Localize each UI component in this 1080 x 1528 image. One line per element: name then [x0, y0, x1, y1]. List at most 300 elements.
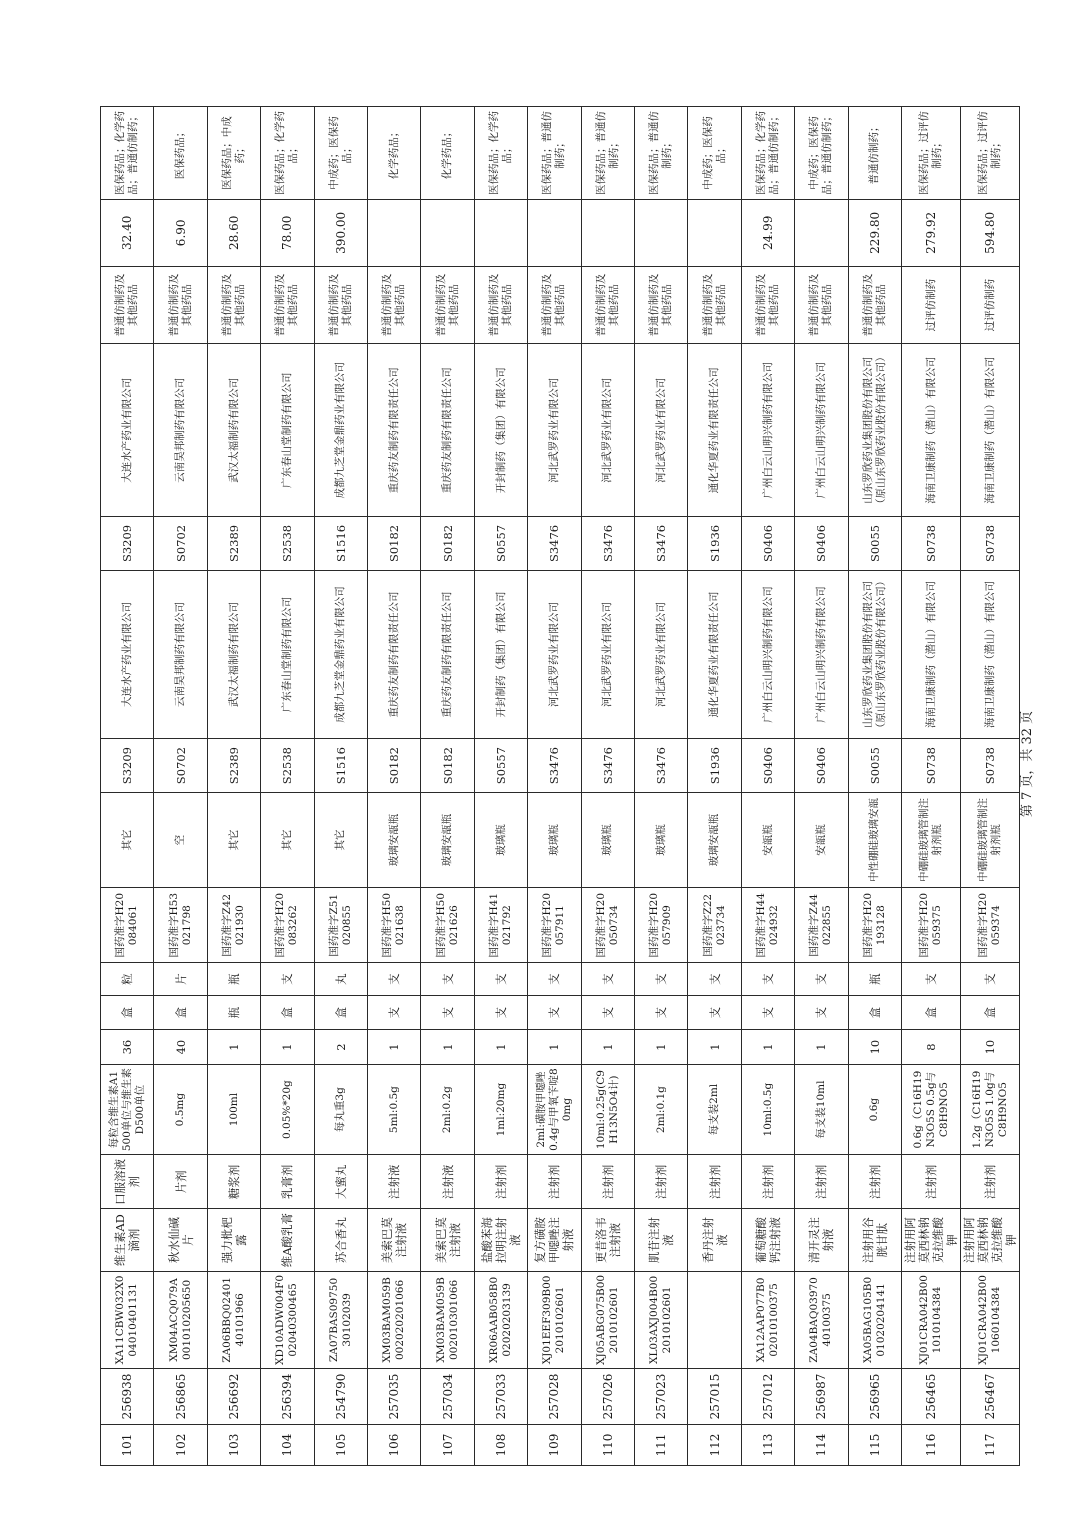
cell-producer-code: S0182 — [368, 516, 421, 570]
cell-drug-name: 更昔洛韦注射液 — [581, 1209, 634, 1272]
cell-producer-code: S0182 — [421, 516, 474, 570]
cell-packaging-material: 玻璃瓶 — [635, 793, 688, 888]
cell-tags: 医保药品；普通仿制药； — [581, 107, 634, 200]
cell-price: 279.92 — [902, 199, 961, 266]
cell-packaging-material: 其它 — [101, 793, 154, 888]
cell-category: 过评仿制药 — [902, 266, 961, 344]
cell-package-unit: 支 — [421, 995, 474, 1030]
cell-id: 257012 — [741, 1368, 794, 1424]
cell-package-qty: 36 — [101, 1030, 154, 1065]
cell-producer-code: S3476 — [635, 516, 688, 570]
cell-specification: 100ml — [207, 1064, 260, 1155]
cell-drug-name: 盐酸苯海拉明注射液 — [474, 1209, 527, 1272]
cell-company-code: S3476 — [581, 739, 634, 793]
cell-company-name: 重庆药友制药有限责任公司 — [368, 570, 421, 738]
cell-dosage-form: 大蜜丸 — [314, 1155, 367, 1209]
cell-package-qty: 1 — [635, 1030, 688, 1065]
cell-package-qty: 8 — [902, 1030, 961, 1065]
cell-category: 普通仿制药及其他药品 — [421, 266, 474, 344]
cell-company-name: 河北武罗药业有限公司 — [528, 570, 581, 738]
cell-tags: 医保药品；过评仿制药； — [961, 107, 1020, 200]
cell-producer-name: 山东罗欣药业集团股份有限公司（原山东罗欣药业股份有限公司） — [848, 344, 901, 517]
cell-price — [795, 199, 848, 266]
cell-producer-name: 成都九芝堂金鼎药业有限公司 — [314, 344, 367, 517]
cell-category: 普通仿制药及其他药品 — [474, 266, 527, 344]
cell-approval-number: 国药准字H53021798 — [154, 887, 207, 963]
cell-drug-name: 注射用阿莫西林钠克拉维酸钾 — [961, 1209, 1020, 1272]
cell-min-unit: 粒 — [101, 963, 154, 995]
cell-specification: 0.6g（C16H19N3O5S 0.5g与C8H9NO5 — [902, 1064, 961, 1155]
cell-tags: 医保药品；化学药品；普通仿制药； — [101, 107, 154, 200]
cell-packaging-material: 玻璃瓶 — [474, 793, 527, 888]
cell-category: 普通仿制药及其他药品 — [581, 266, 634, 344]
cell-code — [688, 1271, 741, 1368]
cell-specification: 0.5mg — [154, 1064, 207, 1155]
table-row — [368, 107, 421, 1466]
cell-category: 普通仿制药及其他药品 — [261, 266, 314, 344]
cell-min-unit: 支 — [368, 963, 421, 995]
cell-company-code: S0557 — [474, 739, 527, 793]
cell-package-qty: 40 — [154, 1030, 207, 1065]
cell-packaging-material: 玻璃瓶 — [528, 793, 581, 888]
cell-drug-name: 香丹注射液 — [688, 1209, 741, 1272]
cell-specification: 10ml:0.25g(C9H13N5O4计) — [581, 1064, 634, 1155]
cell-category: 普通仿制药及其他药品 — [688, 266, 741, 344]
table-row — [902, 107, 961, 1466]
table-row — [795, 107, 848, 1466]
cell-price: 24.99 — [741, 199, 794, 266]
cell-approval-number: 国药准字H20193128 — [848, 887, 901, 963]
cell-dosage-form: 注射液 — [368, 1155, 421, 1209]
cell-row-number: 104 — [261, 1425, 314, 1466]
cell-company-name: 海南卫康制药（潜山）有限公司 — [902, 570, 961, 738]
cell-min-unit: 支 — [421, 963, 474, 995]
cell-min-unit: 支 — [741, 963, 794, 995]
cell-price — [474, 199, 527, 266]
cell-drug-name: 清开灵注射液 — [795, 1209, 848, 1272]
cell-price — [528, 199, 581, 266]
cell-id: 257015 — [688, 1368, 741, 1424]
cell-min-unit: 支 — [961, 963, 1020, 995]
table-row — [961, 107, 1020, 1466]
cell-dosage-form: 注射剂 — [741, 1155, 794, 1209]
cell-company-code: S0702 — [154, 739, 207, 793]
cell-approval-number: 国药准字H20083262 — [261, 887, 314, 963]
cell-company-code: S2389 — [207, 739, 260, 793]
cell-code: XJ05ABG075B002010102601 — [581, 1271, 634, 1368]
cell-specification: 每支装10ml — [795, 1064, 848, 1155]
cell-row-number: 101 — [101, 1425, 154, 1466]
table-row — [528, 107, 581, 1466]
cell-producer-code: S0055 — [848, 516, 901, 570]
cell-producer-name: 广东春山堂制药有限公司 — [261, 344, 314, 517]
cell-package-unit: 盒 — [848, 995, 901, 1030]
cell-category: 普通仿制药及其他药品 — [101, 266, 154, 344]
cell-min-unit: 片 — [154, 963, 207, 995]
cell-company-code: S1936 — [688, 739, 741, 793]
cell-company-name: 海南卫康制药（潜山）有限公司 — [961, 570, 1020, 738]
cell-producer-name: 广州白云山明兴制药有限公司 — [741, 344, 794, 517]
cell-company-code: S0182 — [368, 739, 421, 793]
cell-package-qty: 2 — [314, 1030, 367, 1065]
cell-package-qty: 1 — [207, 1030, 260, 1065]
cell-price: 594.80 — [961, 199, 1020, 266]
cell-price — [368, 199, 421, 266]
cell-approval-number: 国药准字H41021792 — [474, 887, 527, 963]
cell-tags: 中成药；医保药品； — [688, 107, 741, 200]
cell-dosage-form: 注射剂 — [961, 1155, 1020, 1209]
cell-code: XD10ADW004F002040300465 — [261, 1271, 314, 1368]
cell-id: 256865 — [154, 1368, 207, 1424]
cell-package-qty: 1 — [795, 1030, 848, 1065]
cell-package-qty: 1 — [741, 1030, 794, 1065]
cell-dosage-form: 注射剂 — [848, 1155, 901, 1209]
drug-list-table — [100, 106, 1020, 1466]
cell-producer-code: S0738 — [902, 516, 961, 570]
cell-packaging-material: 玻璃安瓿瓶 — [421, 793, 474, 888]
cell-id: 256467 — [961, 1368, 1020, 1424]
cell-min-unit: 丸 — [314, 963, 367, 995]
cell-approval-number: 国药准字H44024932 — [741, 887, 794, 963]
cell-approval-number: 国药准字H50021638 — [368, 887, 421, 963]
cell-price: 78.00 — [261, 199, 314, 266]
cell-producer-code: S3209 — [101, 516, 154, 570]
cell-id: 254790 — [314, 1368, 367, 1424]
cell-drug-name: 强力枇杷露 — [207, 1209, 260, 1272]
cell-id: 257033 — [474, 1368, 527, 1424]
cell-category: 普通仿制药及其他药品 — [154, 266, 207, 344]
cell-package-unit: 支 — [368, 995, 421, 1030]
cell-package-unit: 瓶 — [207, 995, 260, 1030]
cell-row-number: 115 — [848, 1425, 901, 1466]
cell-price — [581, 199, 634, 266]
cell-package-unit: 盒 — [261, 995, 314, 1030]
table-row — [261, 107, 314, 1466]
cell-dosage-form: 糖浆剂 — [207, 1155, 260, 1209]
cell-tags: 化学药品； — [421, 107, 474, 200]
cell-producer-name: 海南卫康制药（潜山）有限公司 — [961, 344, 1020, 517]
cell-packaging-material: 中硼硅玻璃管制注射剂瓶 — [902, 793, 961, 888]
cell-producer-code: S0406 — [741, 516, 794, 570]
cell-code: ZA07BAS0975030102039 — [314, 1271, 367, 1368]
cell-package-unit: 盒 — [154, 995, 207, 1030]
cell-company-code: S0055 — [848, 739, 901, 793]
cell-tags: 化学药品； — [368, 107, 421, 200]
cell-row-number: 106 — [368, 1425, 421, 1466]
cell-specification: 5ml:0.5g — [368, 1064, 421, 1155]
cell-row-number: 105 — [314, 1425, 367, 1466]
table-body — [101, 107, 1020, 1466]
cell-row-number: 112 — [688, 1425, 741, 1466]
cell-specification: 每支装2ml — [688, 1064, 741, 1155]
cell-category: 过评仿制药 — [961, 266, 1020, 344]
cell-id: 256938 — [101, 1368, 154, 1424]
cell-packaging-material: 玻璃安瓿瓶 — [368, 793, 421, 888]
cell-code: XJ01CRA042B001060104384 — [961, 1271, 1020, 1368]
cell-producer-code: S1516 — [314, 516, 367, 570]
cell-tags: 医保药品；化学药品； — [261, 107, 314, 200]
cell-package-qty: 1 — [581, 1030, 634, 1065]
table-row — [474, 107, 527, 1466]
cell-approval-number: 国药准字H20050734 — [581, 887, 634, 963]
cell-category: 普通仿制药及其他药品 — [528, 266, 581, 344]
cell-specification: 1ml:20mg — [474, 1064, 527, 1155]
cell-dosage-form: 注射液 — [421, 1155, 474, 1209]
cell-specification: 每丸重3g — [314, 1064, 367, 1155]
cell-producer-code: S2389 — [207, 516, 260, 570]
cell-min-unit: 支 — [795, 963, 848, 995]
cell-package-unit: 盒 — [101, 995, 154, 1030]
cell-code: XA05BAG105B001020204141 — [848, 1271, 901, 1368]
cell-package-unit: 盒 — [314, 995, 367, 1030]
cell-specification: 1.2g（C16H19N3O5S 1.0g与C8H9NO5 — [961, 1064, 1020, 1155]
cell-min-unit: 支 — [581, 963, 634, 995]
cell-approval-number: 国药准字H20057909 — [635, 887, 688, 963]
cell-id: 257026 — [581, 1368, 634, 1424]
cell-producer-name: 通化华夏药业有限责任公司 — [688, 344, 741, 517]
cell-category: 普通仿制药及其他药品 — [741, 266, 794, 344]
cell-package-unit: 支 — [795, 995, 848, 1030]
cell-id: 256465 — [902, 1368, 961, 1424]
table-row — [101, 107, 154, 1466]
cell-approval-number: 国药准字H20057911 — [528, 887, 581, 963]
cell-drug-name: 复方磺胺甲噁唑注射液 — [528, 1209, 581, 1272]
cell-producer-name: 河北武罗药业有限公司 — [635, 344, 688, 517]
cell-code: XJ01EEF309B002010102601 — [528, 1271, 581, 1368]
cell-code: XJ01CRA042B001010104384 — [902, 1271, 961, 1368]
table-row — [314, 107, 367, 1466]
cell-package-qty: 1 — [421, 1030, 474, 1065]
cell-approval-number: 国药准字Z22023734 — [688, 887, 741, 963]
cell-packaging-material: 其它 — [207, 793, 260, 888]
cell-approval-number: 国药准字H20084061 — [101, 887, 154, 963]
cell-producer-code: S3476 — [528, 516, 581, 570]
cell-category: 普通仿制药及其他药品 — [314, 266, 367, 344]
cell-dosage-form: 注射剂 — [474, 1155, 527, 1209]
cell-company-name: 广州白云山明兴制药有限公司 — [795, 570, 848, 738]
cell-min-unit: 支 — [261, 963, 314, 995]
cell-company-name: 重庆药友制药有限责任公司 — [421, 570, 474, 738]
cell-company-name: 成都九芝堂金鼎药业有限公司 — [314, 570, 367, 738]
cell-id: 257028 — [528, 1368, 581, 1424]
cell-min-unit: 支 — [635, 963, 688, 995]
cell-tags: 医保药品； — [154, 107, 207, 200]
table-row — [848, 107, 901, 1466]
cell-company-name: 广东春山堂制药有限公司 — [261, 570, 314, 738]
cell-packaging-material: 玻璃瓶 — [581, 793, 634, 888]
cell-dosage-form: 注射剂 — [688, 1155, 741, 1209]
cell-code: XL03AXJ004B002010102601 — [635, 1271, 688, 1368]
cell-packaging-material: 中性硼硅玻璃安瓿 — [848, 793, 901, 888]
cell-category: 普通仿制药及其他药品 — [368, 266, 421, 344]
cell-producer-code: S0738 — [961, 516, 1020, 570]
cell-price — [635, 199, 688, 266]
cell-package-unit: 支 — [688, 995, 741, 1030]
cell-dosage-form: 乳膏剂 — [261, 1155, 314, 1209]
cell-company-code: S0738 — [961, 739, 1020, 793]
table-row — [688, 107, 741, 1466]
cell-specification: 0.6g — [848, 1064, 901, 1155]
cell-id: 257035 — [368, 1368, 421, 1424]
cell-package-unit: 盒 — [961, 995, 1020, 1030]
cell-code: XR06AAB058B002020203139 — [474, 1271, 527, 1368]
cell-packaging-material: 空 — [154, 793, 207, 888]
cell-code: XM03BAM059B002010301066 — [421, 1271, 474, 1368]
cell-package-qty: 10 — [848, 1030, 901, 1065]
cell-package-qty: 1 — [474, 1030, 527, 1065]
cell-row-number: 113 — [741, 1425, 794, 1466]
cell-producer-name: 河北武罗药业有限公司 — [581, 344, 634, 517]
cell-row-number: 110 — [581, 1425, 634, 1466]
cell-specification: 2ml:0.2g — [421, 1064, 474, 1155]
cell-price: 32.40 — [101, 199, 154, 266]
cell-company-name: 云南昊邦制药有限公司 — [154, 570, 207, 738]
cell-id: 256394 — [261, 1368, 314, 1424]
cell-category: 普通仿制药及其他药品 — [848, 266, 901, 344]
cell-producer-name: 海南卫康制药（潜山）有限公司 — [902, 344, 961, 517]
cell-producer-name: 重庆药友制药有限责任公司 — [421, 344, 474, 517]
cell-drug-name: 维生素AD滴剂 — [101, 1209, 154, 1272]
cell-price: 28.60 — [207, 199, 260, 266]
cell-company-name: 武汉太福制药有限公司 — [207, 570, 260, 738]
cell-dosage-form: 片剂 — [154, 1155, 207, 1209]
cell-producer-name: 重庆药友制药有限责任公司 — [368, 344, 421, 517]
cell-company-code: S2538 — [261, 739, 314, 793]
cell-company-name: 广州白云山明兴制药有限公司 — [741, 570, 794, 738]
cell-company-code: S3476 — [635, 739, 688, 793]
cell-packaging-material: 玻璃安瓿瓶 — [688, 793, 741, 888]
cell-packaging-material: 安瓿瓶 — [795, 793, 848, 888]
cell-row-number: 116 — [902, 1425, 961, 1466]
cell-producer-code: S1936 — [688, 516, 741, 570]
cell-packaging-material: 中硼硅玻璃管制注射剂瓶 — [961, 793, 1020, 888]
cell-package-unit: 支 — [635, 995, 688, 1030]
cell-tags: 医保药品；中成药； — [207, 107, 260, 200]
cell-tags: 普通仿制药； — [848, 107, 901, 200]
cell-producer-name: 云南昊邦制药有限公司 — [154, 344, 207, 517]
cell-company-name: 开封制药（集团）有限公司 — [474, 570, 527, 738]
cell-package-qty: 1 — [688, 1030, 741, 1065]
cell-approval-number: 国药准字Z42021930 — [207, 887, 260, 963]
cell-producer-name: 开封制药（集团）有限公司 — [474, 344, 527, 517]
cell-code: XA12AAP077B002010100375 — [741, 1271, 794, 1368]
cell-id: 257034 — [421, 1368, 474, 1424]
cell-approval-number: 国药准字Z44022855 — [795, 887, 848, 963]
cell-tags: 医保药品；化学药品； — [474, 107, 527, 200]
cell-package-unit: 盒 — [902, 995, 961, 1030]
cell-dosage-form: 注射剂 — [635, 1155, 688, 1209]
cell-row-number: 117 — [961, 1425, 1020, 1466]
cell-company-name: 大连水产药业有限公司 — [101, 570, 154, 738]
cell-drug-name: 葡萄糖酸钙注射液 — [741, 1209, 794, 1272]
cell-producer-name: 广州白云山明兴制药有限公司 — [795, 344, 848, 517]
cell-price: 229.80 — [848, 199, 901, 266]
cell-company-code: S3476 — [528, 739, 581, 793]
page-footer: 第 7 页，共 32 页 — [1020, 710, 1035, 818]
cell-tags: 医保药品；普通仿制药； — [528, 107, 581, 200]
cell-row-number: 102 — [154, 1425, 207, 1466]
cell-id: 256692 — [207, 1368, 260, 1424]
cell-row-number: 114 — [795, 1425, 848, 1466]
cell-min-unit: 支 — [688, 963, 741, 995]
cell-price: 390.00 — [314, 199, 367, 266]
cell-row-number: 111 — [635, 1425, 688, 1466]
cell-producer-code: S3476 — [581, 516, 634, 570]
cell-drug-name: 秋水仙碱片 — [154, 1209, 207, 1272]
cell-approval-number: 国药准字Z51020855 — [314, 887, 367, 963]
cell-producer-code: S2538 — [261, 516, 314, 570]
cell-drug-name: 美索巴莫注射液 — [421, 1209, 474, 1272]
cell-row-number: 103 — [207, 1425, 260, 1466]
cell-producer-code: S0557 — [474, 516, 527, 570]
cell-company-name: 河北武罗药业有限公司 — [581, 570, 634, 738]
cell-tags: 医保药品；过评仿制药； — [902, 107, 961, 200]
cell-price — [421, 199, 474, 266]
cell-specification: 2ml:磺胺甲噁唑0.4g与甲氧苄啶80mg — [528, 1064, 581, 1155]
cell-code: ZA06BBQ024014010196​6 — [207, 1271, 260, 1368]
cell-packaging-material: 其它 — [261, 793, 314, 888]
cell-dosage-form: 注射剂 — [795, 1155, 848, 1209]
cell-package-unit: 支 — [474, 995, 527, 1030]
cell-tags: 医保药品；化学药品；普通仿制药； — [741, 107, 794, 200]
table-row — [581, 107, 634, 1466]
cell-company-code: S0406 — [741, 739, 794, 793]
cell-min-unit: 支 — [902, 963, 961, 995]
cell-drug-name: 注射用阿莫西林钠克拉维酸钾 — [902, 1209, 961, 1272]
cell-approval-number: 国药准字H50021626 — [421, 887, 474, 963]
cell-code: XM04ACQ079A001010205650 — [154, 1271, 207, 1368]
cell-approval-number: 国药准字H20059374 — [961, 887, 1020, 963]
cell-code: ZA04BAQ039704010037​5 — [795, 1271, 848, 1368]
cell-company-code: S0738 — [902, 739, 961, 793]
cell-specification: 每粒含维生素A1500单位与维生素D500单位 — [101, 1064, 154, 1155]
cell-package-unit: 支 — [528, 995, 581, 1030]
cell-tags: 医保药品；普通仿制药； — [635, 107, 688, 200]
cell-category: 普通仿制药及其他药品 — [635, 266, 688, 344]
table-row — [421, 107, 474, 1466]
cell-packaging-material: 安瓿瓶 — [741, 793, 794, 888]
cell-row-number: 109 — [528, 1425, 581, 1466]
cell-id: 256965 — [848, 1368, 901, 1424]
cell-company-name: 河北武罗药业有限公司 — [635, 570, 688, 738]
cell-row-number: 107 — [421, 1425, 474, 1466]
table-row — [741, 107, 794, 1466]
cell-id: 256987 — [795, 1368, 848, 1424]
cell-producer-name: 大连水产药业有限公司 — [101, 344, 154, 517]
cell-specification: 0.05%*20g — [261, 1064, 314, 1155]
cell-producer-code: S0406 — [795, 516, 848, 570]
cell-approval-number: 国药准字H20059375 — [902, 887, 961, 963]
cell-company-code: S0406 — [795, 739, 848, 793]
cell-min-unit: 瓶 — [848, 963, 901, 995]
cell-producer-code: S0702 — [154, 516, 207, 570]
cell-dosage-form: 口服溶液剂 — [101, 1155, 154, 1209]
cell-min-unit: 瓶 — [207, 963, 260, 995]
cell-package-qty: 10 — [961, 1030, 1020, 1065]
table-row — [154, 107, 207, 1466]
cell-company-code: S0182 — [421, 739, 474, 793]
cell-producer-name: 武汉太福制药有限公司 — [207, 344, 260, 517]
cell-category: 普通仿制药及其他药品 — [207, 266, 260, 344]
cell-dosage-form: 注射剂 — [581, 1155, 634, 1209]
cell-company-code: S1516 — [314, 739, 367, 793]
cell-package-qty: 1 — [528, 1030, 581, 1065]
cell-company-name: 通化华夏药业有限责任公司 — [688, 570, 741, 738]
cell-specification: 2ml:0.1g — [635, 1064, 688, 1155]
cell-dosage-form: 注射剂 — [528, 1155, 581, 1209]
cell-drug-name: 肌苷注射液 — [635, 1209, 688, 1272]
cell-code: XM03BAM059B002020201066 — [368, 1271, 421, 1368]
